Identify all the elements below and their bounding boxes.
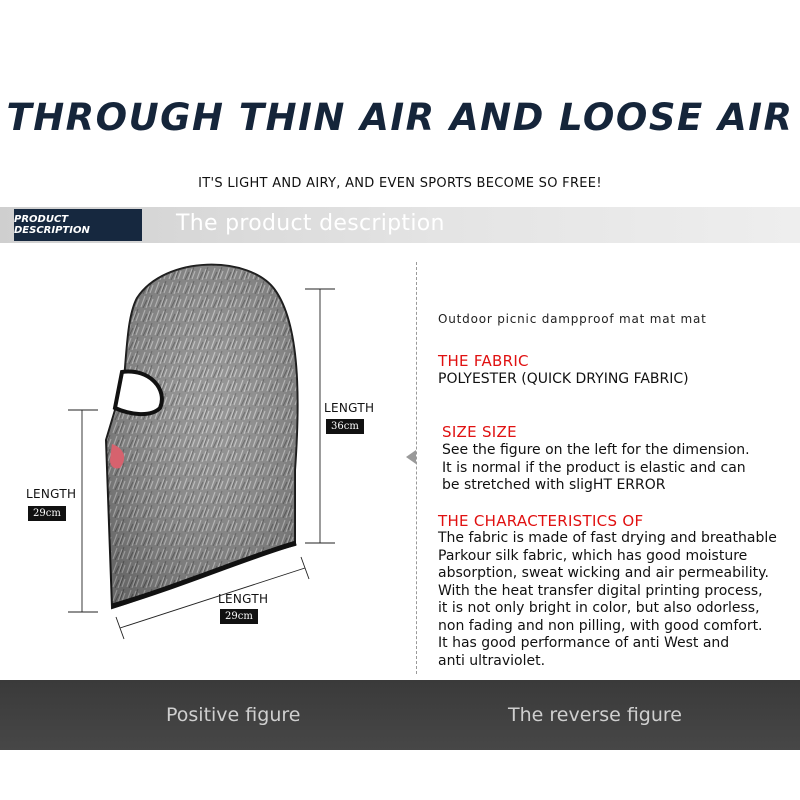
bottom-dim-label: LENGTH [218, 592, 269, 606]
size-line: It is normal if the product is elastic and can [442, 459, 746, 476]
balaclava [106, 265, 298, 608]
characteristics-body [438, 530, 777, 670]
pointer-arrow-icon [406, 450, 416, 464]
characteristics-line: It has good performance of anti West and [438, 635, 730, 651]
subheadline: IT'S LIGHT AND AIRY, AND EVEN SPORTS BECOME SO FREE! [198, 176, 602, 191]
characteristics-line: With the heat transfer digital printing process, [438, 582, 763, 599]
height-dim-label: LENGTH [324, 401, 375, 415]
size-title: SIZE SIZE [442, 423, 517, 441]
bottom-dim-value: 29cm [220, 609, 258, 624]
size-line: See the figure on the left for the dimension. [442, 442, 750, 458]
description-title: The product description [176, 211, 445, 236]
characteristics-line: Parkour silk fabric, which has good moisture [438, 547, 748, 564]
characteristics-line: non fading and non pilling, with good comfort. [438, 617, 763, 634]
left-dim-value: 29cm [28, 506, 66, 521]
left-dim-label: LENGTH [26, 487, 77, 501]
fabric-title: THE FABRIC [438, 352, 529, 370]
product-name: Outdoor picnic dampproof mat mat mat [438, 312, 707, 326]
characteristics-line: absorption, sweat wicking and air permeability. [438, 565, 769, 581]
size-line: be stretched with sligHT ERROR [442, 477, 666, 493]
fabric-body: POLYESTER (QUICK DRYING FABRIC) [438, 371, 689, 387]
size-body [442, 442, 750, 495]
characteristics-line: anti ultraviolet. [438, 652, 546, 669]
balaclava-illustration [0, 250, 410, 670]
characteristics-line: The fabric is made of fast drying and breathable [438, 530, 777, 546]
back-figure-label: The reverse figure [508, 704, 682, 726]
headline: THROUGH THIN AIR AND LOOSE AIR [6, 96, 794, 139]
front-figure-label: Positive figure [166, 704, 301, 726]
description-label: PRODUCT DESCRIPTION [14, 209, 142, 241]
characteristics-title: THE CHARACTERISTICS OF [438, 512, 644, 530]
characteristics-line: it is not only bright in color, but also odorless, [438, 600, 760, 616]
height-dim-value: 36cm [326, 419, 364, 434]
column-divider [416, 262, 417, 674]
